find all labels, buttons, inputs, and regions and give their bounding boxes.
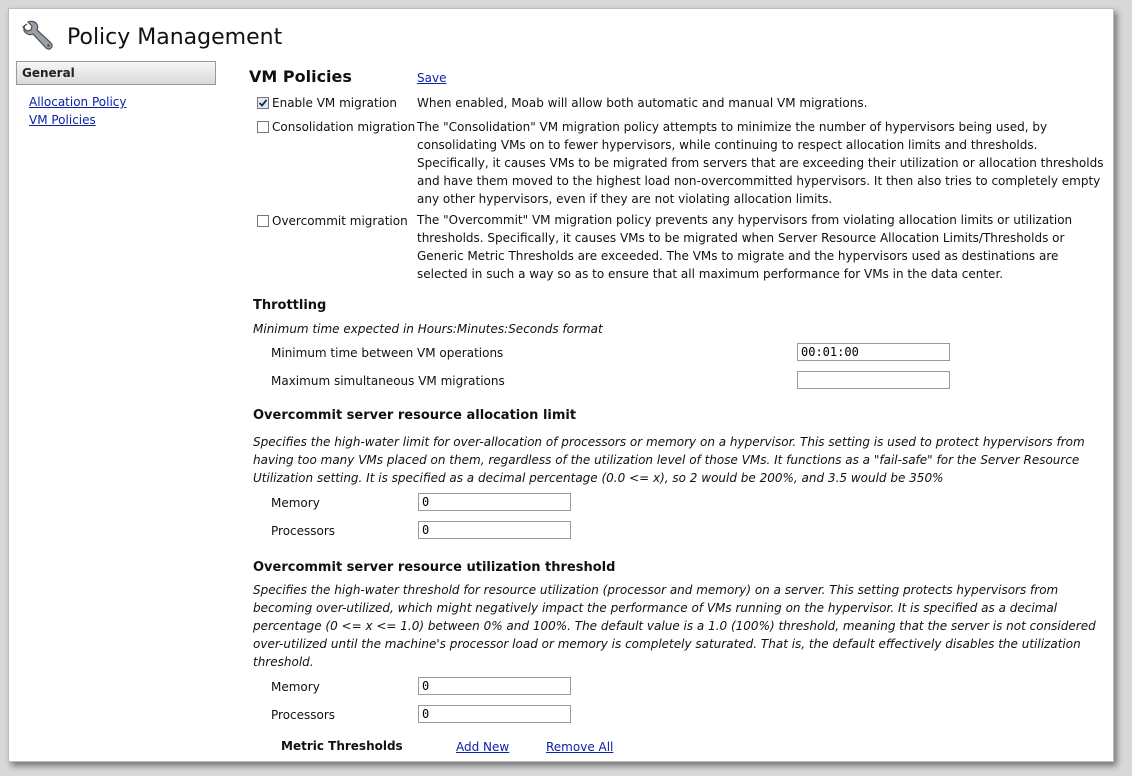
min-time-input[interactable]	[797, 343, 950, 361]
section-title: VM Policies	[249, 67, 352, 86]
overcommit-migration-label: Overcommit migration	[272, 214, 408, 228]
metric-thresholds-heading: Metric Thresholds	[281, 739, 403, 753]
allocation-memory-input[interactable]	[418, 493, 571, 511]
sidebar-item-vm-policies[interactable]: VM Policies	[29, 113, 96, 127]
save-link[interactable]: Save	[417, 71, 447, 85]
allocation-processors-label: Processors	[271, 524, 336, 538]
overcommit-migration-description: The "Overcommit" VM migration policy prevents any hypervisors from violating allocation limits or utilization thresholds. Specifically, it causes VMs to be migrated when Server Resource Allocation Limits/Thresholds or Generic Metric Thresholds are exceeded. The VMs to migrate and the hypervisors used as destinations are selected in such a way so as to ensure that all maximum performance for VMs in the data center.	[417, 213, 1073, 281]
throttling-note: Minimum time expected in Hours:Minutes:Seconds format	[253, 322, 603, 336]
utilization-heading: Overcommit server resource utilization threshold	[253, 560, 616, 575]
page-header	[21, 19, 282, 55]
max-sim-label: Maximum simultaneous VM migrations	[271, 374, 505, 388]
overcommit-migration-checkbox[interactable]	[257, 215, 269, 227]
utilization-processors-label: Processors	[271, 708, 336, 722]
page-title: Policy Management	[67, 24, 283, 50]
allocation-description: Specifies the high-water limit for over-allocation of processors or memory on a hypervisor. This setting is used to protect hypervisors from having too many VMs placed on them, regardless of the utilization level of those VMs. It functions as a "fail-safe" for the Server Resource Utilization setting. It is specified as a decimal percentage (0.0 <= x), so 2 would be 200%, and 3.5 would be 350%	[253, 435, 1085, 485]
overcommit-migration-option[interactable]	[257, 214, 408, 228]
enable-vm-migration-checkbox[interactable]	[257, 97, 269, 109]
checkmark-icon	[258, 98, 268, 108]
utilization-processors-input[interactable]	[418, 705, 571, 723]
add-new-link[interactable]: Add New	[456, 740, 510, 754]
throttling-heading: Throttling	[253, 298, 327, 313]
sidebar-item-allocation-policy[interactable]: Allocation Policy	[29, 95, 127, 109]
enable-vm-migration-description: When enabled, Moab will allow both automatic and manual VM migrations.	[417, 96, 868, 110]
consolidation-migration-label: Consolidation migration	[272, 120, 416, 134]
allocation-heading: Overcommit server resource allocation limit	[253, 408, 577, 423]
consolidation-migration-description: The "Consolidation" VM migration policy attempts to minimize the number of hypervisors being used, by consolidating VMs on to fewer hypervisors, while continuing to respect allocation limits and thresholds. Specifically, it causes VMs to be migrated from servers that are exceeding their utilization or allocation thresholds and have them moved to the highest load non-overcommitted hypervisors. It then also tries to completely empty any other hypervisors, even if they are not violating allocation limits.	[417, 120, 1104, 206]
enable-vm-migration-label: Enable VM migration	[272, 96, 397, 110]
consolidation-migration-option[interactable]	[257, 120, 415, 134]
utilization-description: Specifies the high-water threshold for resource utilization (processor and memory) on a server. This setting protects hypervisors from becoming over-utilized, which might negatively impact the performance of VMs running on the hypervisor. It is specified as a decimal percentage (0 <= x <= 1.0) between 0% and 100%. The default value is a 1.0 (100%) threshold, meaning that the server is not considered over-utilized until the machine's processor load or memory is completely saturated. That is, the default effectively disables the utilization threshold.	[253, 583, 1096, 669]
min-time-label: Minimum time between VM operations	[271, 346, 504, 360]
allocation-processors-input[interactable]	[418, 521, 571, 539]
window-frame	[8, 8, 1114, 762]
max-sim-input[interactable]	[797, 371, 950, 389]
consolidation-migration-checkbox[interactable]	[257, 121, 269, 133]
utilization-memory-input[interactable]	[418, 677, 571, 695]
sidebar-heading[interactable]: General	[16, 61, 216, 85]
wrench-icon	[21, 20, 55, 54]
allocation-memory-label: Memory	[271, 496, 320, 510]
remove-all-link[interactable]: Remove All	[546, 740, 614, 754]
enable-vm-migration-option[interactable]	[257, 96, 397, 110]
sidebar	[16, 61, 216, 131]
utilization-memory-label: Memory	[271, 680, 320, 694]
